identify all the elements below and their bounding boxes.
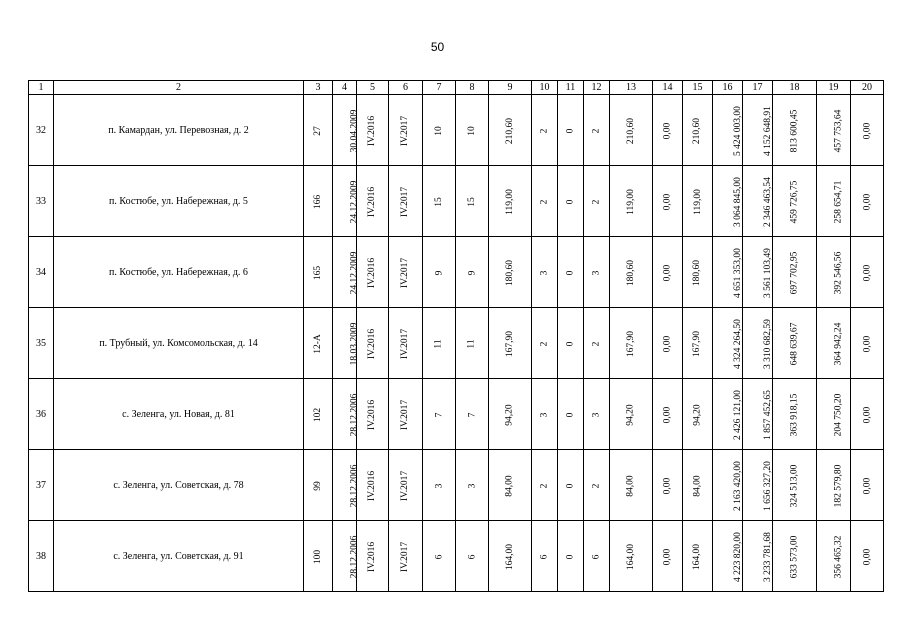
cell-c18 bbox=[773, 95, 817, 166]
table-row bbox=[29, 379, 884, 450]
cell-value: 324 513,00 bbox=[789, 464, 800, 507]
cell-c5 bbox=[357, 95, 389, 166]
cell-c3 bbox=[304, 379, 333, 450]
cell-value: 167,90 bbox=[505, 330, 515, 357]
cell-c16 bbox=[713, 166, 743, 237]
registry-table bbox=[28, 80, 884, 592]
table-body bbox=[29, 95, 884, 592]
cell-c8 bbox=[456, 521, 489, 592]
cell-value: 6 bbox=[591, 554, 602, 559]
cell-value: 166 bbox=[313, 194, 323, 209]
address-cell: с. Зеленга, ул. Новая, д. 81 bbox=[54, 379, 304, 450]
cell-c10 bbox=[532, 308, 558, 379]
cell-c11 bbox=[558, 521, 584, 592]
row-number: 35 bbox=[29, 308, 54, 379]
cell-c19 bbox=[817, 166, 851, 237]
cell-value: 459 726,75 bbox=[789, 180, 800, 223]
cell-c6 bbox=[389, 379, 423, 450]
cell-c6 bbox=[389, 308, 423, 379]
cell-value: IV.2016 bbox=[367, 399, 378, 430]
column-header: 10 bbox=[532, 81, 558, 95]
cell-value: IV.2016 bbox=[367, 328, 378, 359]
cell-value: 1 857 452,65 bbox=[762, 389, 773, 440]
cell-value: 84,00 bbox=[626, 474, 636, 497]
cell-value: 100 bbox=[313, 549, 323, 564]
cell-c7 bbox=[423, 166, 456, 237]
cell-c13 bbox=[610, 166, 653, 237]
cell-value: 6 bbox=[434, 554, 444, 559]
cell-c15 bbox=[683, 379, 713, 450]
cell-value: 4 324 264,50 bbox=[732, 318, 743, 369]
cell-c20 bbox=[851, 237, 884, 308]
cell-c5 bbox=[357, 237, 389, 308]
cell-value: 3 bbox=[591, 270, 602, 275]
cell-value: 3 bbox=[539, 412, 550, 417]
cell-c4 bbox=[333, 379, 360, 450]
cell-c20 bbox=[851, 521, 884, 592]
cell-value: 10 bbox=[434, 125, 444, 136]
cell-c8 bbox=[456, 379, 489, 450]
cell-value: 28.12.2006 bbox=[349, 393, 360, 436]
cell-value: 0,00 bbox=[862, 193, 872, 210]
cell-c6 bbox=[389, 450, 423, 521]
cell-c18 bbox=[773, 379, 817, 450]
address-cell: с. Зеленга, ул. Советская, д. 91 bbox=[54, 521, 304, 592]
address-cell: п. Костюбе, ул. Набережная, д. 6 bbox=[54, 237, 304, 308]
cell-value: 0 bbox=[565, 483, 576, 488]
address-cell: п. Трубный, ул. Комсомольская, д. 14 bbox=[54, 308, 304, 379]
cell-value: 18.03.2009 bbox=[349, 322, 360, 365]
cell-c16 bbox=[713, 521, 743, 592]
cell-c4 bbox=[333, 237, 360, 308]
cell-value: 2 bbox=[539, 483, 550, 488]
cell-value: 0,00 bbox=[862, 264, 872, 281]
cell-value: 6 bbox=[467, 554, 477, 559]
row-number: 34 bbox=[29, 237, 54, 308]
column-header: 20 bbox=[851, 81, 884, 95]
cell-value: IV.2017 bbox=[400, 186, 411, 217]
cell-c18 bbox=[773, 450, 817, 521]
cell-c18 bbox=[773, 308, 817, 379]
cell-c6 bbox=[389, 95, 423, 166]
cell-c19 bbox=[817, 95, 851, 166]
cell-value: 2 426 121,00 bbox=[732, 389, 743, 440]
cell-c4 bbox=[333, 95, 360, 166]
cell-c8 bbox=[456, 308, 489, 379]
cell-value: 3 064 845,00 bbox=[732, 176, 743, 227]
cell-c20 bbox=[851, 450, 884, 521]
cell-value: 258 654,71 bbox=[833, 180, 844, 223]
cell-c9 bbox=[489, 308, 532, 379]
cell-c18 bbox=[773, 237, 817, 308]
cell-value: 0 bbox=[565, 341, 576, 346]
cell-value: 0,00 bbox=[862, 122, 872, 139]
cell-value: 99 bbox=[313, 480, 323, 491]
cell-c19 bbox=[817, 308, 851, 379]
cell-value: 15 bbox=[434, 196, 444, 207]
header-row bbox=[29, 81, 884, 95]
cell-value: 2 bbox=[591, 128, 602, 133]
cell-c14 bbox=[653, 166, 683, 237]
cell-c16 bbox=[713, 379, 743, 450]
cell-c9 bbox=[489, 521, 532, 592]
cell-c12 bbox=[584, 521, 610, 592]
row-number: 33 bbox=[29, 166, 54, 237]
cell-value: 0,00 bbox=[862, 548, 872, 565]
cell-value: 697 702,95 bbox=[789, 251, 800, 294]
cell-c19 bbox=[817, 450, 851, 521]
cell-value: 10 bbox=[467, 125, 477, 136]
column-header: 5 bbox=[357, 81, 389, 95]
cell-c8 bbox=[456, 237, 489, 308]
cell-value: 0,00 bbox=[862, 335, 872, 352]
cell-value: 9 bbox=[467, 270, 477, 275]
cell-value: 9 bbox=[434, 270, 444, 275]
cell-value: 2 bbox=[539, 341, 550, 346]
cell-c17 bbox=[743, 166, 773, 237]
cell-c11 bbox=[558, 308, 584, 379]
cell-c18 bbox=[773, 166, 817, 237]
cell-c15 bbox=[683, 237, 713, 308]
cell-c10 bbox=[532, 379, 558, 450]
cell-value: IV.2017 bbox=[400, 115, 411, 146]
cell-value: 11 bbox=[467, 338, 477, 349]
cell-c11 bbox=[558, 379, 584, 450]
cell-value: 204 750,20 bbox=[833, 393, 844, 436]
cell-value: 1 656 327,20 bbox=[762, 460, 773, 511]
cell-value: 0 bbox=[565, 554, 576, 559]
row-number: 38 bbox=[29, 521, 54, 592]
cell-value: 813 600,45 bbox=[789, 109, 800, 152]
cell-c17 bbox=[743, 308, 773, 379]
cell-value: 11 bbox=[434, 338, 444, 349]
cell-c3 bbox=[304, 166, 333, 237]
cell-c11 bbox=[558, 237, 584, 308]
cell-c6 bbox=[389, 521, 423, 592]
cell-value: 3 561 103,49 bbox=[762, 247, 773, 298]
cell-c14 bbox=[653, 308, 683, 379]
table-row bbox=[29, 95, 884, 166]
cell-value: IV.2016 bbox=[367, 186, 378, 217]
column-header: 13 bbox=[610, 81, 653, 95]
cell-c4 bbox=[333, 166, 360, 237]
cell-value: 28.12.2006 bbox=[349, 535, 360, 578]
cell-value: 7 bbox=[467, 412, 477, 417]
cell-c3 bbox=[304, 95, 333, 166]
cell-value: 2 bbox=[591, 199, 602, 204]
cell-value: 119,00 bbox=[505, 188, 515, 215]
cell-c12 bbox=[584, 95, 610, 166]
cell-c13 bbox=[610, 450, 653, 521]
cell-c14 bbox=[653, 379, 683, 450]
cell-value: 165 bbox=[313, 265, 323, 280]
cell-value: 0 bbox=[565, 412, 576, 417]
column-header: 2 bbox=[54, 81, 304, 95]
table-row bbox=[29, 166, 884, 237]
cell-c6 bbox=[389, 237, 423, 308]
column-header: 17 bbox=[743, 81, 773, 95]
column-header: 6 bbox=[389, 81, 423, 95]
cell-value: 0,00 bbox=[662, 335, 673, 352]
page-number: 50 bbox=[430, 40, 445, 54]
cell-c10 bbox=[532, 521, 558, 592]
cell-c3 bbox=[304, 521, 333, 592]
cell-value: 164,00 bbox=[626, 543, 636, 570]
cell-c8 bbox=[456, 166, 489, 237]
cell-c15 bbox=[683, 308, 713, 379]
cell-c15 bbox=[683, 166, 713, 237]
cell-c7 bbox=[423, 521, 456, 592]
cell-value: 0 bbox=[565, 199, 576, 204]
cell-value: IV.2016 bbox=[367, 541, 378, 572]
cell-value: 3 bbox=[467, 483, 477, 488]
cell-c5 bbox=[357, 450, 389, 521]
cell-value: 7 bbox=[434, 412, 444, 417]
cell-c9 bbox=[489, 379, 532, 450]
column-header: 1 bbox=[29, 81, 54, 95]
cell-value: 4 651 353,00 bbox=[732, 247, 743, 298]
cell-value: 210,60 bbox=[505, 117, 515, 144]
cell-value: 180,60 bbox=[505, 259, 515, 286]
cell-value: 30.04.2009 bbox=[349, 109, 360, 152]
cell-value: 364 942,24 bbox=[833, 322, 844, 365]
row-number: 32 bbox=[29, 95, 54, 166]
cell-value: 24.12.2009 bbox=[349, 251, 360, 294]
cell-c13 bbox=[610, 95, 653, 166]
cell-value: 633 573,00 bbox=[789, 535, 800, 578]
cell-value: 4 152 648,91 bbox=[762, 105, 773, 156]
cell-c12 bbox=[584, 166, 610, 237]
table-row bbox=[29, 237, 884, 308]
cell-c20 bbox=[851, 308, 884, 379]
cell-value: 4 223 820,00 bbox=[732, 531, 743, 582]
cell-value: 0,00 bbox=[662, 122, 673, 139]
cell-value: IV.2017 bbox=[400, 328, 411, 359]
cell-c7 bbox=[423, 379, 456, 450]
cell-c5 bbox=[357, 379, 389, 450]
cell-c9 bbox=[489, 95, 532, 166]
cell-c10 bbox=[532, 237, 558, 308]
cell-value: 15 bbox=[467, 196, 477, 207]
address-cell: п. Камардан, ул. Перевозная, д. 2 bbox=[54, 95, 304, 166]
cell-c15 bbox=[683, 450, 713, 521]
column-header: 14 bbox=[653, 81, 683, 95]
cell-c16 bbox=[713, 95, 743, 166]
column-header: 12 bbox=[584, 81, 610, 95]
cell-c8 bbox=[456, 450, 489, 521]
cell-value: 457 753,64 bbox=[833, 109, 844, 152]
cell-value: 182 579,80 bbox=[833, 464, 844, 507]
cell-c14 bbox=[653, 521, 683, 592]
cell-value: IV.2017 bbox=[400, 470, 411, 501]
column-header: 3 bbox=[304, 81, 333, 95]
cell-value: 102 bbox=[313, 407, 323, 422]
cell-c7 bbox=[423, 237, 456, 308]
cell-c12 bbox=[584, 379, 610, 450]
cell-value: 6 bbox=[539, 554, 550, 559]
cell-c7 bbox=[423, 450, 456, 521]
cell-c14 bbox=[653, 95, 683, 166]
cell-value: 0,00 bbox=[662, 193, 673, 210]
cell-c14 bbox=[653, 237, 683, 308]
cell-value: 356 465,32 bbox=[833, 535, 844, 578]
address-cell: п. Костюбе, ул. Набережная, д. 5 bbox=[54, 166, 304, 237]
cell-value: 2 bbox=[591, 483, 602, 488]
cell-c15 bbox=[683, 95, 713, 166]
cell-c13 bbox=[610, 379, 653, 450]
cell-c10 bbox=[532, 450, 558, 521]
cell-c16 bbox=[713, 450, 743, 521]
cell-value: 210,60 bbox=[692, 117, 703, 144]
column-header: 19 bbox=[817, 81, 851, 95]
cell-c11 bbox=[558, 95, 584, 166]
cell-value: 3 bbox=[591, 412, 602, 417]
cell-value: 119,00 bbox=[626, 188, 636, 215]
cell-value: 3 310 682,59 bbox=[762, 318, 773, 369]
cell-c9 bbox=[489, 166, 532, 237]
cell-c19 bbox=[817, 237, 851, 308]
cell-c9 bbox=[489, 450, 532, 521]
cell-value: 94,20 bbox=[692, 403, 703, 426]
table-row bbox=[29, 521, 884, 592]
cell-c10 bbox=[532, 166, 558, 237]
cell-c20 bbox=[851, 379, 884, 450]
cell-c17 bbox=[743, 379, 773, 450]
column-header: 9 bbox=[489, 81, 532, 95]
cell-value: IV.2017 bbox=[400, 541, 411, 572]
cell-value: 648 639,67 bbox=[789, 322, 800, 365]
cell-value: 2 bbox=[591, 341, 602, 346]
cell-c7 bbox=[423, 95, 456, 166]
cell-c10 bbox=[532, 95, 558, 166]
cell-value: 0,00 bbox=[662, 264, 673, 281]
cell-value: 180,60 bbox=[626, 259, 636, 286]
cell-c8 bbox=[456, 95, 489, 166]
cell-value: 363 918,15 bbox=[789, 393, 800, 436]
column-header: 8 bbox=[456, 81, 489, 95]
table-row bbox=[29, 308, 884, 379]
cell-c5 bbox=[357, 308, 389, 379]
cell-value: 3 bbox=[539, 270, 550, 275]
cell-value: 167,90 bbox=[626, 330, 636, 357]
cell-c6 bbox=[389, 166, 423, 237]
cell-value: 164,00 bbox=[505, 543, 515, 570]
row-number: 36 bbox=[29, 379, 54, 450]
cell-value: 27 bbox=[313, 125, 323, 136]
cell-c12 bbox=[584, 450, 610, 521]
cell-value: IV.2016 bbox=[367, 257, 378, 288]
cell-value: 0,00 bbox=[662, 477, 673, 494]
cell-c13 bbox=[610, 237, 653, 308]
cell-value: 0,00 bbox=[662, 548, 673, 565]
cell-value: 84,00 bbox=[505, 474, 515, 497]
cell-c18 bbox=[773, 521, 817, 592]
column-header: 15 bbox=[683, 81, 713, 95]
cell-c5 bbox=[357, 521, 389, 592]
cell-value: 180,60 bbox=[692, 259, 703, 286]
cell-c17 bbox=[743, 521, 773, 592]
cell-c5 bbox=[357, 166, 389, 237]
cell-value: 2 346 463,54 bbox=[762, 176, 773, 227]
row-number: 37 bbox=[29, 450, 54, 521]
cell-c17 bbox=[743, 450, 773, 521]
cell-c12 bbox=[584, 308, 610, 379]
cell-c17 bbox=[743, 237, 773, 308]
cell-c7 bbox=[423, 308, 456, 379]
cell-c20 bbox=[851, 95, 884, 166]
cell-value: 164,00 bbox=[692, 543, 703, 570]
column-header: 16 bbox=[713, 81, 743, 95]
cell-value: IV.2017 bbox=[400, 399, 411, 430]
cell-value: 0 bbox=[565, 128, 576, 133]
cell-value: 3 233 781,68 bbox=[762, 531, 773, 582]
cell-c17 bbox=[743, 95, 773, 166]
cell-value: 210,60 bbox=[626, 117, 636, 144]
cell-value: 0,00 bbox=[862, 477, 872, 494]
cell-value: IV.2016 bbox=[367, 470, 378, 501]
cell-value: 167,90 bbox=[692, 330, 703, 357]
cell-c9 bbox=[489, 237, 532, 308]
cell-c16 bbox=[713, 308, 743, 379]
cell-c3 bbox=[304, 450, 333, 521]
cell-c19 bbox=[817, 521, 851, 592]
cell-c4 bbox=[333, 450, 360, 521]
cell-value: 0 bbox=[565, 270, 576, 275]
cell-value: 0,00 bbox=[662, 406, 673, 423]
cell-c19 bbox=[817, 379, 851, 450]
cell-c3 bbox=[304, 308, 333, 379]
cell-value: 0,00 bbox=[862, 406, 872, 423]
cell-value: IV.2016 bbox=[367, 115, 378, 146]
cell-c16 bbox=[713, 237, 743, 308]
cell-c13 bbox=[610, 521, 653, 592]
cell-c11 bbox=[558, 450, 584, 521]
cell-value: 2 bbox=[539, 199, 550, 204]
cell-c15 bbox=[683, 521, 713, 592]
column-header: 11 bbox=[558, 81, 584, 95]
cell-value: 94,20 bbox=[505, 403, 515, 426]
cell-value: 12-А bbox=[313, 333, 323, 354]
cell-value: IV.2017 bbox=[400, 257, 411, 288]
cell-c4 bbox=[333, 308, 360, 379]
column-header: 7 bbox=[423, 81, 456, 95]
cell-c3 bbox=[304, 237, 333, 308]
cell-c14 bbox=[653, 450, 683, 521]
cell-value: 392 546,56 bbox=[833, 251, 844, 294]
cell-value: 24.12.2009 bbox=[349, 180, 360, 223]
cell-c12 bbox=[584, 237, 610, 308]
cell-value: 119,00 bbox=[692, 188, 703, 215]
column-header: 18 bbox=[773, 81, 817, 95]
cell-value: 5 424 003,00 bbox=[732, 105, 743, 156]
table-row bbox=[29, 450, 884, 521]
cell-value: 28.12.2006 bbox=[349, 464, 360, 507]
cell-c11 bbox=[558, 166, 584, 237]
address-cell: с. Зеленга, ул. Советская, д. 78 bbox=[54, 450, 304, 521]
cell-value: 3 bbox=[434, 483, 444, 488]
cell-value: 84,00 bbox=[692, 474, 703, 497]
cell-c13 bbox=[610, 308, 653, 379]
cell-value: 94,20 bbox=[626, 403, 636, 426]
column-header: 4 bbox=[333, 81, 357, 95]
cell-value: 2 bbox=[539, 128, 550, 133]
cell-c20 bbox=[851, 166, 884, 237]
cell-c4 bbox=[333, 521, 360, 592]
cell-value: 2 163 420,00 bbox=[732, 460, 743, 511]
